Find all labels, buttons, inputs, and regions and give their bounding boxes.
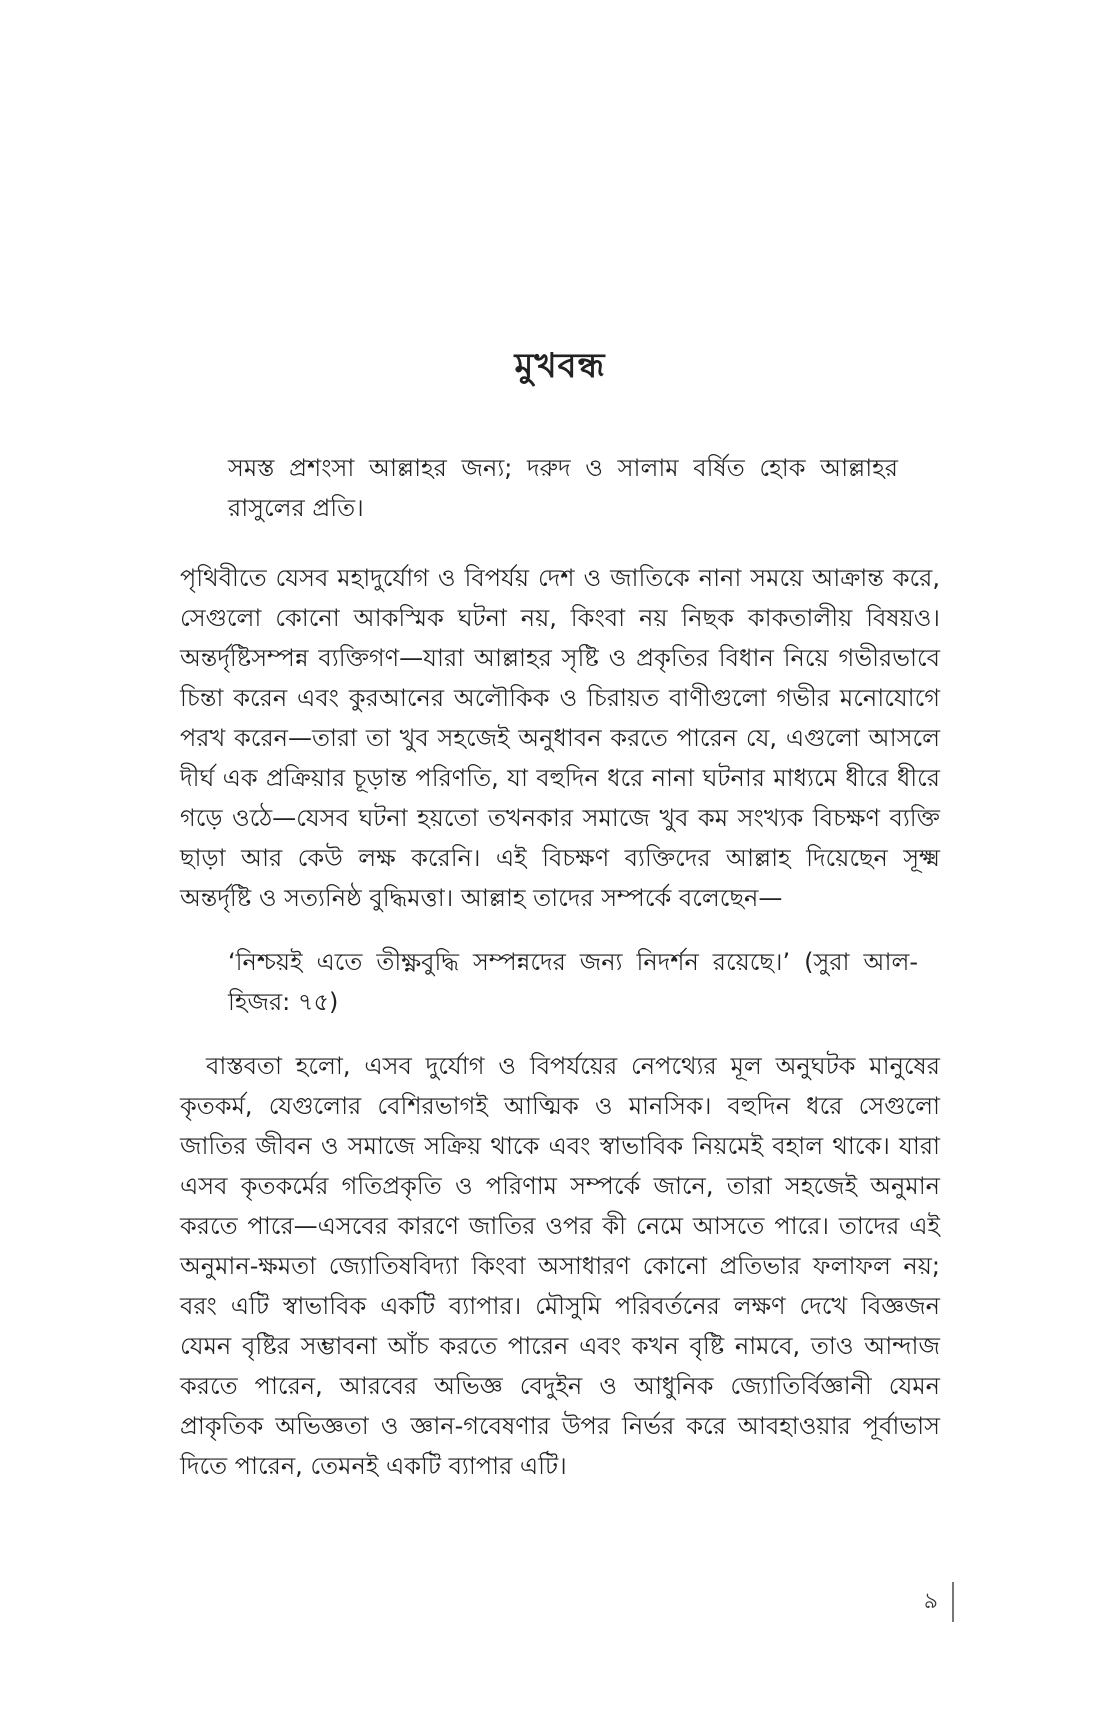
page-number-divider <box>952 1582 954 1622</box>
quran-quote: ‘নিশ্চয়ই এতে তীক্ষ্ণবুদ্ধি সম্পন্নদের জন্য নিদর্শন রয়েছে।’ (সুরা আল-হিজর: ৭৫) <box>228 948 918 1016</box>
invocation-text: সমস্ত প্রশংসা আল্লাহর জন্য; দরুদ ও সালাম বর্ষিত হোক আল্লাহর রাসুলের প্রতি। <box>228 454 898 522</box>
page-footer <box>924 1582 954 1622</box>
chapter-title: মুখবন্ধ <box>514 346 606 386</box>
body-paragraph-2: বাস্তবতা হলো, এসব দুর্যোগ ও বিপর্যয়ের নেপথ্যের মূল অনুঘটক মানুষের কৃতকর্ম, যেগুলোর বেশিরভাগই আত্মিক ও মানসিক। বহুদিন ধরে সেগুলো জাতির জীবন ও সমাজে সক্রিয় থাকে এবং স্বাভাবিক নিয়মেই বহাল থাকে। যারা এসব কৃতকর্মের গতিপ্রকৃতি ও পরিণাম সম্পর্কে জানে, তারা সহজেই অনুমান করতে পারে—এসবের কারণে জাতির ওপর কী নেমে আসতে পারে। তাদের এই অনুমান-ক্ষমতা জ্যোতিষবিদ্যা কিংবা অসাধারণ কোনো প্রতিভার ফলাফল নয়; বরং এটি স্বাভাবিক একটি ব্যাপার। মৌসুমি পরিবর্তনের লক্ষণ দেখে বিজ্ঞজন যেমন বৃষ্টির সম্ভাবনা আঁচ করতে পারেন এবং কখন বৃষ্টি নামবে, তাও আন্দাজ করতে পারেন, আরবের অভিজ্ঞ বেদুইন ও আধুনিক জ্যোতির্বিজ্ঞানী যেমন প্রাকৃতিক অভিজ্ঞতা ও জ্ঞান-গবেষণার উপর নির্ভর করে আবহাওয়ার পূর্বাভাস দিতে পারেন, তেমনই একটি ব্যাপার এটি। <box>180 1052 940 1480</box>
body-paragraph-1: পৃথিবীতে যেসব মহাদুর্যোগ ও বিপর্যয় দেশ ও জাতিকে নানা সময়ে আক্রান্ত করে, সেগুলো কোনো আকস্মিক ঘটনা নয়, কিংবা নয় নিছক কাকতালীয় বিষয়ও। অন্তর্দৃষ্টিসম্পন্ন ব্যক্তিগণ—যারা আল্লাহর সৃষ্টি ও প্রকৃতির বিধান নিয়ে গভীরভাবে চিন্তা করেন এবং কুরআনের অলৌকিক ও চিরায়ত বাণীগুলো গভীর মনোযোগে পরখ করেন—তারা তা খুব সহজেই অনুধাবন করতে পারেন যে, এগুলো আসলে দীর্ঘ এক প্রক্রিয়ার চূড়ান্ত পরিণতি, যা বহুদিন ধরে নানা ঘটনার মাধ্যমে ধীরে ধীরে গড়ে ওঠে—যেসব ঘটনা হয়তো তখনকার সমাজে খুব কম সংখ্যক বিচক্ষণ ব্যক্তি ছাড়া আর কেউ লক্ষ করেনি। এই বিচক্ষণ ব্যক্তিদের আল্লাহ দিয়েছেন সূক্ষ্ম অন্তর্দৃষ্টি ও সত্যনিষ্ঠ বুদ্ধিমত্তা। আল্লাহ তাদের সম্পর্কে বলেছেন— <box>180 564 940 912</box>
page-number: ৯ <box>923 1588 938 1614</box>
